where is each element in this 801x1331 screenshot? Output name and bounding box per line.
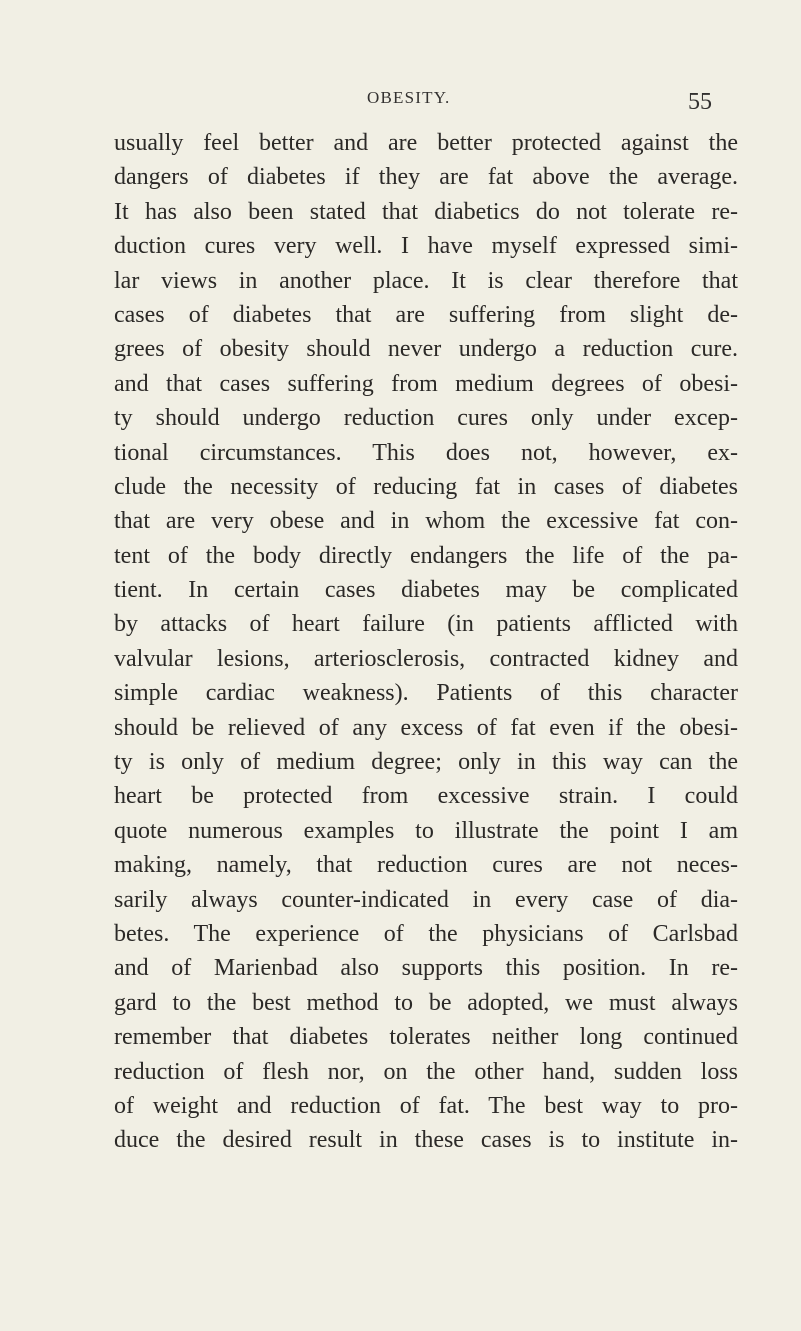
text-line: quote numerous examples to illustrate the point I am (114, 817, 738, 844)
text-line: clude the necessity of reducing fat in cases of diabetes (114, 473, 738, 500)
text-line: ty should undergo reduction cures only under excep- (114, 405, 738, 432)
text-line: usually feel better and are better protected against the (114, 130, 738, 156)
text-line: should be relieved of any excess of fat even if the obesi- (114, 714, 738, 741)
text-line: dangers of diabetes if they are fat above the average. (114, 164, 738, 191)
text-line: tent of the body directly endangers the life of the pa- (114, 542, 738, 569)
text-line: remember that diabetes tolerates neither long continued (114, 1024, 738, 1051)
body-paragraph (114, 126, 738, 1158)
text-line: making, namely, that reduction cures are not neces- (114, 852, 738, 879)
text-line: heart be protected from excessive strain. I could (114, 783, 738, 810)
text-line: cases of diabetes that are suffering from slight de- (114, 301, 738, 328)
running-title: OBESITY. (367, 88, 451, 107)
text-line: that are very obese and in whom the excessive fat con- (114, 508, 738, 535)
text-line: simple cardiac weakness). Patients of this character (114, 680, 738, 707)
text-line: and of Marienbad also supports this position. In re- (114, 955, 738, 982)
text-line: tient. In certain cases diabetes may be complicated (114, 577, 738, 604)
text-line: of weight and reduction of fat. The best way to pro- (114, 1092, 738, 1119)
text-line: It has also been stated that diabetics do not tolerate re- (114, 198, 738, 225)
text-line: reduction of flesh nor, on the other hand, sudden loss (114, 1058, 738, 1085)
text-line: duce the desired result in these cases is to institute in- (114, 1127, 738, 1154)
text-line: gard to the best method to be adopted, we must always (114, 989, 738, 1016)
text-line: sarily always counter-indicated in every case of dia- (114, 886, 738, 913)
text-line: grees of obesity should never undergo a reduction cure. (114, 336, 738, 363)
text-line: lar views in another place. It is clear therefore that (114, 267, 738, 294)
text-line: tional circumstances. This does not, however, ex- (114, 439, 738, 466)
text-line: valvular lesions, arteriosclerosis, contracted kidney and (114, 645, 738, 672)
text-line: by attacks of heart failure (in patients afflicted with (114, 611, 738, 638)
text-line: ty is only of medium degree; only in this way can the (114, 749, 738, 776)
running-head (0, 88, 801, 116)
text-line: and that cases suffering from medium degrees of obesi- (114, 370, 738, 397)
text-line: betes. The experience of the physicians of Carlsbad (114, 920, 738, 947)
page-number: 55 (688, 89, 712, 115)
text-line: duction cures very well. I have myself expressed simi- (114, 233, 738, 260)
